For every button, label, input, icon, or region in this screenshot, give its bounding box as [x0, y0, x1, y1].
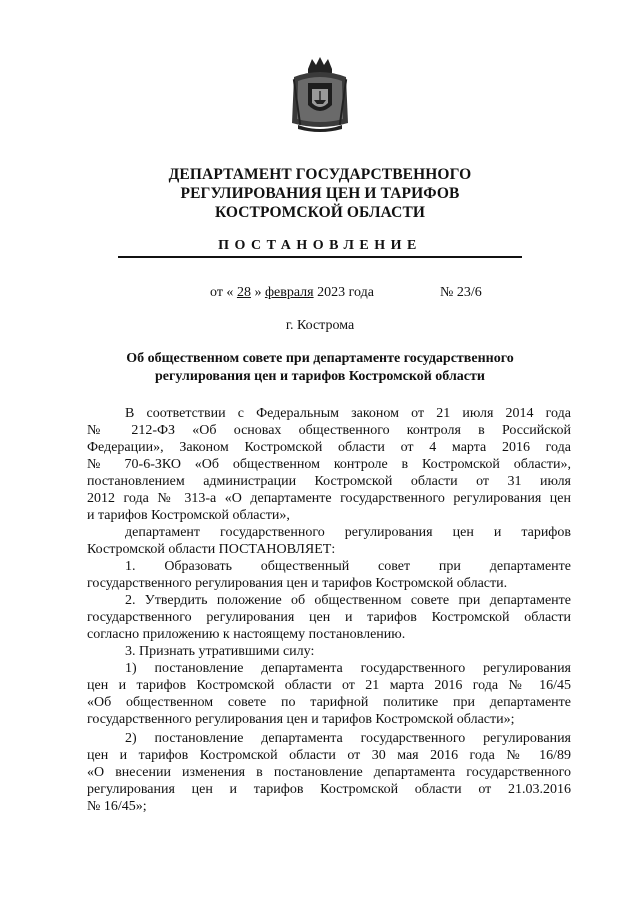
department-name-line-2: РЕГУЛИРОВАНИЯ ЦЕН И ТАРИФОВ — [180, 185, 460, 202]
date-year: 2023 года — [317, 285, 374, 300]
subject-line-2: регулирования цен и тарифов Костромской области — [155, 369, 485, 384]
date-mid: » — [254, 285, 262, 300]
body-line: 2012 года № 313-а «О департаменте государственного регулирования цен — [87, 491, 571, 506]
body-line: 2. Утвердить положение об общественном совете при департаменте — [125, 593, 571, 608]
department-name-line-1: ДЕПАРТАМЕНТ ГОСУДАРСТВЕННОГО — [168, 166, 472, 183]
body-line: 3. Признать утратившими силу: — [125, 644, 315, 659]
body-line: № 70-6-ЗКО «Об общественном контроле в Костромской области», — [87, 457, 571, 472]
body-line: № 16/45»; — [87, 799, 147, 814]
date-month: февраля — [264, 285, 314, 300]
date-prefix: от « — [210, 285, 234, 300]
document-number: № 23/6 — [440, 285, 482, 300]
body-line: «Об общественном совете по тарифной политике при департаменте — [87, 695, 571, 710]
body-line: и тарифов Костромской области», — [87, 508, 290, 523]
body-line: цен и тарифов Костромской области от 30 мая 2016 года № 16/89 — [87, 748, 571, 763]
body-line: цен и тарифов Костромской области от 21 марта 2016 года № 16/45 — [87, 678, 571, 693]
title-divider — [118, 256, 522, 258]
body-line: «О внесении изменения в постановление департамента государственного — [87, 765, 571, 780]
document-type-title: ПОСТАНОВЛЕНИЕ — [218, 238, 422, 253]
date-day: 28 — [236, 285, 251, 300]
body-line: государственного регулирования цен и тарифов Костромской области. — [87, 576, 508, 591]
body-line: В соответствии с Федеральным законом от 21 июля 2014 года — [125, 406, 571, 421]
body-line: государственного регулирования цен и тарифов Костромской области»; — [87, 712, 515, 727]
body-line: Федерации», Законом Костромской области от 4 марта 2016 года — [87, 440, 571, 455]
body-line: государственного регулирования цен и тарифов Костромской области — [87, 610, 571, 625]
body-line: постановлением администрации Костромской области от 31 июля — [87, 474, 571, 489]
body-line: 1. Образовать общественный совет при департаменте — [125, 559, 571, 574]
body-line: департамент государственного регулирования цен и тарифов — [125, 525, 571, 540]
date-line — [210, 285, 374, 301]
city-name: г. Кострома — [285, 318, 355, 333]
body-line: 2) постановление департамента государственного регулирования — [125, 731, 571, 746]
department-name-line-3: КОСТРОМСКОЙ ОБЛАСТИ — [214, 204, 426, 221]
body-line: № 212-ФЗ «Об основах общественного контроля в Российской — [87, 423, 571, 438]
coat-of-arms-icon — [288, 55, 352, 135]
body-line: Костромской области ПОСТАНОВЛЯЕТ: — [87, 542, 336, 557]
body-line: регулирования цен и тарифов Костромской области от 21.03.2016 — [87, 782, 571, 797]
subject-line-1: Об общественном совете при департаменте государственного — [126, 351, 514, 366]
body-line: согласно приложению к настоящему постановлению. — [87, 627, 406, 642]
body-line: 1) постановление департамента государственного регулирования — [125, 661, 571, 676]
